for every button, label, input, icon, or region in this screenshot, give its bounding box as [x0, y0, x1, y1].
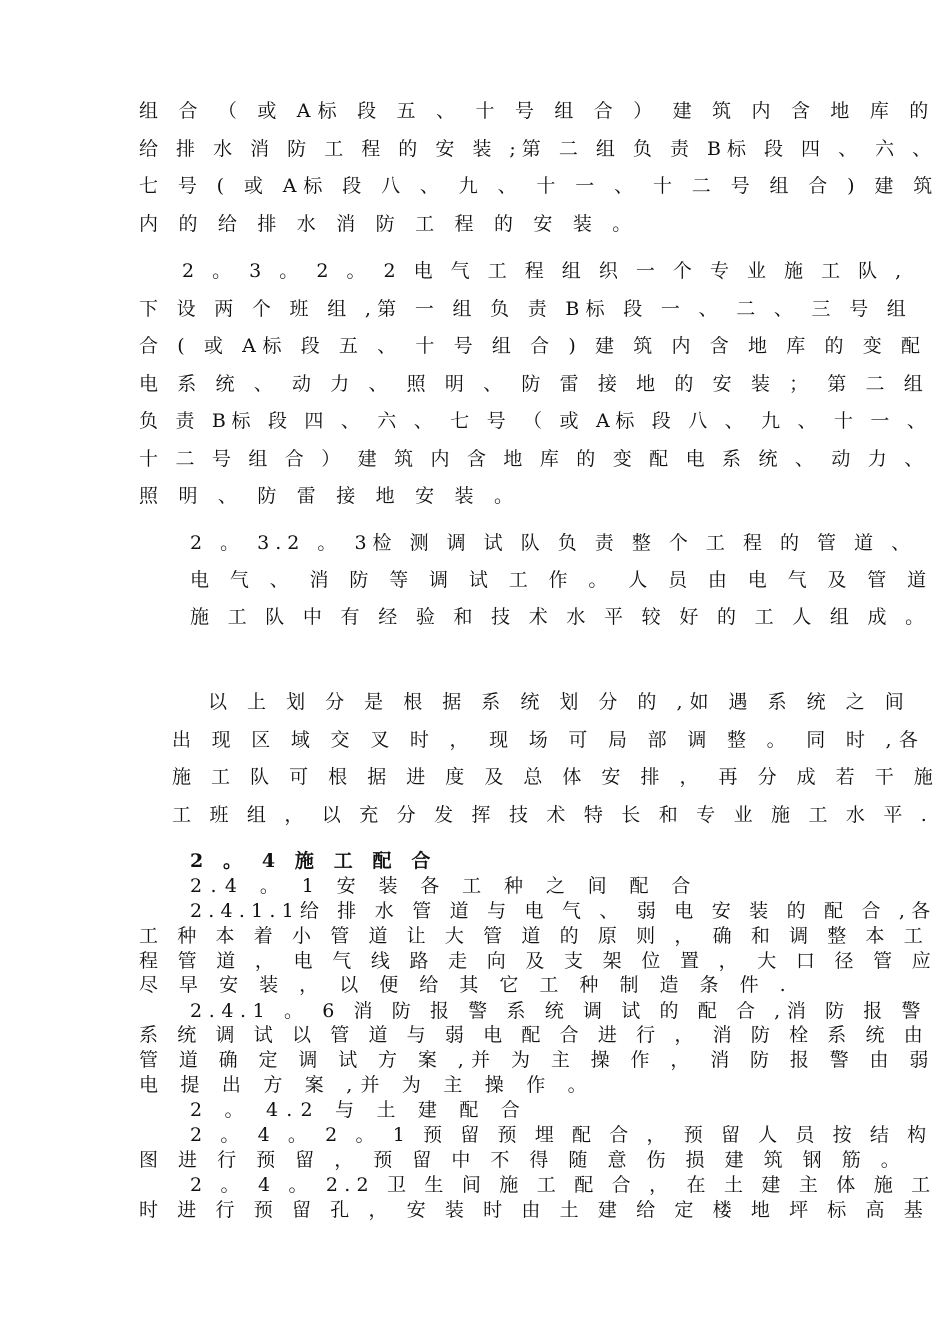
paragraph-line: 出 现 区 域 交 叉 时 ， 现 场 可 局 部 调 整 。 同 时 ,各: [172, 729, 926, 751]
paragraph-line: 工 班 组 ， 以 充 分 发 挥 技 术 特 长 和 专 业 施 工 水 平 .: [172, 804, 934, 826]
paragraph-line: 2.4 。 1 安 装 各 工 种 之 间 配 合: [190, 875, 699, 897]
paragraph-line: 2 。 3.2 。 3检 测 调 试 队 负 责 整 个 工 程 的 管 道 、: [190, 532, 917, 554]
paragraph-line: 尽 早 安 装 ， 以 便 给 其 它 工 种 制 造 条 件 .: [139, 974, 794, 996]
paragraph-line: 十 二 号 组 合 ） 建 筑 内 含 地 库 的 变 配 电 系 统 、 动 力 、: [139, 448, 929, 470]
paragraph-line: 负 责 B标 段 四 、 六 、 七 号 （ 或 A标 段 八 、 九 、 十 一 、: [139, 410, 932, 432]
paragraph-line: 下 设 两 个 班 组 ,第 一 组 负 责 B标 段 一 、 二 、 三 号 组: [139, 298, 913, 320]
paragraph-line: 组 合 （ 或 A标 段 五 、 十 号 组 合 ） 建 筑 内 含 地 库 的: [139, 100, 936, 122]
paragraph-line: 2 。 4.2 与 土 建 配 合: [190, 1099, 528, 1121]
paragraph-line: 电 提 出 方 案 ,并 为 主 操 作 。: [139, 1074, 595, 1096]
paragraph-line: 系 统 调 试 以 管 道 与 弱 电 配 合 进 行 ， 消 防 栓 系 统 由: [139, 1024, 930, 1046]
paragraph-line: 电 气 、 消 防 等 调 试 工 作 。 人 员 由 电 气 及 管 道: [190, 569, 934, 591]
section-heading: 2 。 4 施 工 配 合: [190, 850, 437, 872]
paragraph-line: 管 道 确 定 调 试 方 案 ,并 为 主 操 作 ， 消 防 报 警 由 弱: [139, 1049, 936, 1071]
paragraph-line: 程 管 道 ， 电 气 线 路 走 向 及 支 架 位 置 ， 大 口 径 管 应: [139, 950, 938, 972]
paragraph-line: 内 的 给 排 水 消 防 工 程 的 安 装 。: [139, 213, 639, 235]
paragraph-line: 施 工 队 可 根 据 进 度 及 总 体 安 排 ， 再 分 成 若 干 施: [172, 766, 940, 788]
paragraph-line: 七 号 ( 或 A标 段 八 、 九 、 十 一 、 十 二 号 组 合 ) 建 筑: [139, 175, 940, 197]
paragraph-line: 2 。 3 。 2 。 2 电 气 工 程 组 织 一 个 专 业 施 工 队 ,: [182, 260, 908, 282]
paragraph-line: 给 排 水 消 防 工 程 的 安 装 ;第 二 组 负 责 B标 段 四 、 六 、: [139, 138, 938, 160]
paragraph-line: 照 明 、 防 雷 接 地 安 装 。: [139, 485, 521, 507]
paragraph-line: 电 系 统 、 动 力 、 照 明 、 防 雷 接 地 的 安 装 ； 第 二 组: [139, 373, 930, 395]
paragraph-line: 2 。 4 。 2.2 卫 生 间 施 工 配 合 ， 在 土 建 主 体 施 工: [190, 1174, 937, 1196]
paragraph-line: 施 工 队 中 有 经 验 和 技 术 水 平 较 好 的 工 人 组 成 。: [190, 606, 931, 628]
paragraph-line: 工 种 本 着 小 管 道 让 大 管 道 的 原 则 ， 确 和 调 整 本 工: [139, 925, 930, 947]
paragraph-line: 合 ( 或 A标 段 五 、 十 号 组 合 ) 建 筑 内 含 地 库 的 变 配: [139, 335, 927, 357]
paragraph-line: 以 上 划 分 是 根 据 系 统 划 分 的 ,如 遇 系 统 之 间: [208, 691, 911, 713]
paragraph-line: 图 进 行 预 留 ， 预 留 中 不 得 随 意 伤 损 建 筑 钢 筋 。: [139, 1149, 907, 1171]
paragraph-line: 时 进 行 预 留 孔 ， 安 装 时 由 土 建 给 定 楼 地 坪 标 高 基: [139, 1199, 930, 1221]
paragraph-line: 2.4.1.1给 排 水 管 道 与 电 气 、 弱 电 安 装 的 配 合 ,各: [190, 900, 937, 922]
paragraph-line: 2.4.1 。 6 消 防 报 警 系 统 调 试 的 配 合 ,消 防 报 警: [190, 1000, 928, 1022]
paragraph-line: 2 。 4 。 2 。 1 预 留 预 埋 配 合 ， 预 留 人 员 按 结 构: [190, 1124, 933, 1146]
